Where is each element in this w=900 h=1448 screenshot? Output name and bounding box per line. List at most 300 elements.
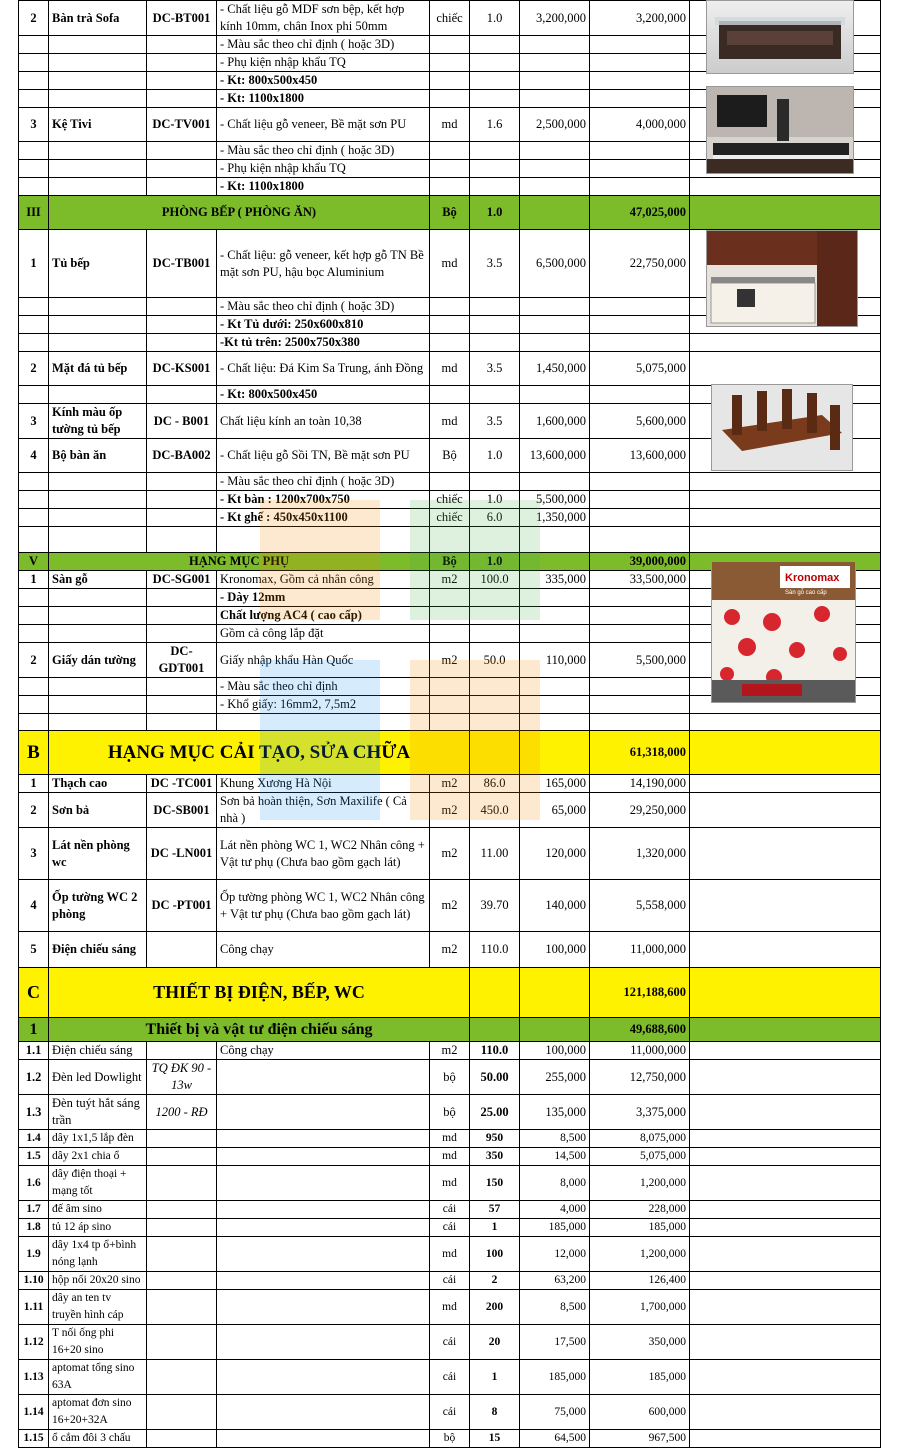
item-unit	[430, 72, 470, 90]
item-total: 22,750,000	[590, 230, 690, 298]
item-description	[217, 1219, 430, 1237]
item-name: Mặt đá tủ bếp	[49, 352, 147, 386]
item-name: dây an ten tv truyền hình cáp	[49, 1290, 147, 1325]
item-name	[49, 142, 147, 160]
item-unit-price: 135,000	[520, 1095, 590, 1130]
item-quantity: 2	[470, 1272, 520, 1290]
item-unit-price: 185,000	[520, 1360, 590, 1395]
item-unit: m2	[430, 571, 470, 589]
item-image-cell	[690, 775, 881, 793]
item-unit: bộ	[430, 1095, 470, 1130]
item-description: Kronomax, Gồm cả nhân công	[217, 571, 430, 589]
item-quantity: 57	[470, 1201, 520, 1219]
item-quantity	[470, 160, 520, 178]
item-code	[147, 316, 217, 334]
item-unit: m2	[430, 932, 470, 968]
row-number: 2	[19, 352, 49, 386]
empty-cell	[147, 714, 217, 731]
item-image-cell	[690, 1430, 881, 1448]
section-title: PHÒNG BẾP ( PHÒNG ĂN)	[49, 196, 430, 230]
item-total: 1,320,000	[590, 828, 690, 880]
section-image-cell	[690, 196, 881, 230]
row-number: 1.14	[19, 1395, 49, 1430]
row-number	[19, 142, 49, 160]
item-name	[49, 509, 147, 527]
item-name: Đèn led Dowlight	[49, 1060, 147, 1095]
item-name	[49, 386, 147, 404]
item-name: Thạch cao	[49, 775, 147, 793]
section-price	[520, 553, 590, 571]
item-description	[217, 1325, 430, 1360]
item-unit-price: 1,450,000	[520, 352, 590, 386]
item-quantity: 450.0	[470, 793, 520, 828]
item-image-cell	[690, 1325, 881, 1360]
item-quantity: 1	[470, 1219, 520, 1237]
item-description	[217, 1060, 430, 1095]
empty-cell	[19, 714, 49, 731]
section-title: Thiết bị và vật tư điện chiếu sáng	[49, 1018, 470, 1042]
item-code: 1200 - RĐ	[147, 1095, 217, 1130]
item-description	[217, 1201, 430, 1219]
row-number: 1.8	[19, 1219, 49, 1237]
item-code: DC-TB001	[147, 230, 217, 298]
row-number	[19, 625, 49, 643]
item-code: DC-SB001	[147, 793, 217, 828]
item-unit: bộ	[430, 1060, 470, 1095]
item-total: 126,400	[590, 1272, 690, 1290]
item-name: Kệ Tivi	[49, 108, 147, 142]
row-number: 1.1	[19, 1042, 49, 1060]
row-number: 1.2	[19, 1060, 49, 1095]
item-unit-price	[520, 36, 590, 54]
item-unit-price	[520, 72, 590, 90]
item-name	[49, 334, 147, 352]
item-unit: md	[430, 352, 470, 386]
section-total: 49,688,600	[590, 1018, 690, 1042]
item-description: - Màu sắc theo chỉ định ( hoặc 3D)	[217, 298, 430, 316]
item-total	[590, 142, 690, 160]
item-quantity	[470, 589, 520, 607]
item-unit-price: 4,000	[520, 1201, 590, 1219]
item-description: Giấy nhập khẩu Hàn Quốc	[217, 643, 430, 678]
item-unit: cái	[430, 1272, 470, 1290]
item-name	[49, 72, 147, 90]
item-quantity: 1.0	[470, 1, 520, 36]
item-code	[147, 1272, 217, 1290]
item-unit-price: 2,500,000	[520, 108, 590, 142]
item-description: Chất liệu kính an toàn 10,38	[217, 404, 430, 439]
item-unit: m2	[430, 880, 470, 932]
item-quantity: 50.00	[470, 1060, 520, 1095]
section-title: HẠNG MỤC CẢI TẠO, SỬA CHỮA	[49, 731, 470, 775]
item-description: - Dày 12mm	[217, 589, 430, 607]
item-code	[147, 491, 217, 509]
item-name: hộp nối 20x20 sino	[49, 1272, 147, 1290]
item-total: 967,500	[590, 1430, 690, 1448]
row-number	[19, 160, 49, 178]
table-row	[19, 880, 881, 932]
item-total: 11,000,000	[590, 932, 690, 968]
item-total	[590, 298, 690, 316]
row-number: 3	[19, 404, 49, 439]
item-code	[147, 678, 217, 696]
item-description	[217, 1095, 430, 1130]
table-row	[19, 1130, 881, 1148]
item-quantity	[470, 334, 520, 352]
item-code	[147, 509, 217, 527]
item-name	[49, 491, 147, 509]
item-quantity: 8	[470, 1395, 520, 1430]
item-unit: m2	[430, 643, 470, 678]
item-image-cell	[690, 828, 881, 880]
kronomax-logo-text: Kronomax	[785, 572, 840, 584]
item-name	[49, 678, 147, 696]
section-price	[520, 196, 590, 230]
item-unit-price: 75,000	[520, 1395, 590, 1430]
item-name: Điện chiếu sáng	[49, 1042, 147, 1060]
row-number: 4	[19, 880, 49, 932]
item-image-cell	[690, 1201, 881, 1219]
row-number: 4	[19, 439, 49, 473]
dining-set-image	[711, 384, 853, 471]
row-number: 1.5	[19, 1148, 49, 1166]
item-image-cell	[690, 509, 881, 527]
item-name	[49, 607, 147, 625]
item-code	[147, 607, 217, 625]
row-number	[19, 696, 49, 714]
item-description	[217, 1166, 430, 1201]
item-unit: md	[430, 1148, 470, 1166]
item-total	[590, 334, 690, 352]
section-header-row	[19, 968, 881, 1018]
item-unit-price: 1,600,000	[520, 404, 590, 439]
item-name: Sơn bả	[49, 793, 147, 828]
item-unit-price: 63,200	[520, 1272, 590, 1290]
row-number: 2	[19, 1, 49, 36]
table-row	[19, 1325, 881, 1360]
item-unit-price: 140,000	[520, 880, 590, 932]
item-quantity: 1.6	[470, 108, 520, 142]
item-description	[217, 1130, 430, 1148]
item-name: dây 2x1 chia ổ	[49, 1148, 147, 1166]
item-code	[147, 1042, 217, 1060]
item-quantity	[470, 72, 520, 90]
item-quantity: 20	[470, 1325, 520, 1360]
item-description	[217, 1290, 430, 1325]
section-price	[520, 968, 590, 1018]
empty-cell	[590, 714, 690, 731]
section-image-cell	[690, 968, 881, 1018]
item-unit-price	[520, 178, 590, 196]
item-description: - Màu sắc theo chỉ định ( hoặc 3D)	[217, 142, 430, 160]
item-unit	[430, 473, 470, 491]
item-image-cell	[690, 1095, 881, 1130]
item-unit-price: 100,000	[520, 932, 590, 968]
item-unit: cái	[430, 1395, 470, 1430]
row-number: 1.3	[19, 1095, 49, 1130]
section-image-cell	[690, 731, 881, 775]
item-description: Khung Xương Hà Nội	[217, 775, 430, 793]
item-total: 14,190,000	[590, 775, 690, 793]
item-image-cell	[690, 1237, 881, 1272]
row-number	[19, 491, 49, 509]
item-unit	[430, 696, 470, 714]
item-unit: m2	[430, 1042, 470, 1060]
item-unit-price: 120,000	[520, 828, 590, 880]
item-unit-price: 8,000	[520, 1166, 590, 1201]
section-number: 1	[19, 1018, 49, 1042]
item-unit: bộ	[430, 1430, 470, 1448]
item-image-cell	[690, 1272, 881, 1290]
item-image-cell	[690, 352, 881, 386]
item-quantity: 6.0	[470, 509, 520, 527]
item-code	[147, 142, 217, 160]
item-total: 8,075,000	[590, 1130, 690, 1148]
item-total	[590, 386, 690, 404]
item-quantity: 3.5	[470, 230, 520, 298]
kronomax-sub-text: Sàn gỗ cao cấp	[785, 590, 827, 596]
item-unit: cái	[430, 1201, 470, 1219]
item-unit: chiếc	[430, 491, 470, 509]
item-description: - Kt: 1100x1800	[217, 178, 430, 196]
item-description: - Chất liệu gỗ veneer, Bề mặt sơn PU	[217, 108, 430, 142]
row-number	[19, 473, 49, 491]
item-image-cell	[690, 473, 881, 491]
row-number	[19, 589, 49, 607]
item-unit-price: 14,500	[520, 1148, 590, 1166]
row-number	[19, 334, 49, 352]
table-row	[19, 1042, 881, 1060]
item-unit	[430, 316, 470, 334]
empty-cell	[520, 714, 590, 731]
table-row	[19, 1360, 881, 1395]
item-total	[590, 509, 690, 527]
empty-cell	[19, 527, 49, 553]
item-image-cell	[690, 793, 881, 828]
table-row	[19, 1201, 881, 1219]
item-quantity	[470, 54, 520, 72]
item-unit-price	[520, 54, 590, 72]
item-quantity	[470, 298, 520, 316]
item-unit-price: 65,000	[520, 793, 590, 828]
item-quantity: 110.0	[470, 1042, 520, 1060]
item-total: 11,000,000	[590, 1042, 690, 1060]
item-unit-price: 8,500	[520, 1290, 590, 1325]
item-unit: cái	[430, 1325, 470, 1360]
item-total: 185,000	[590, 1219, 690, 1237]
item-image-cell	[690, 1290, 881, 1325]
section-number: III	[19, 196, 49, 230]
item-code	[147, 90, 217, 108]
item-image-cell	[690, 1042, 881, 1060]
item-name	[49, 316, 147, 334]
item-name: aptomat tổng sino 63A	[49, 1360, 147, 1395]
row-number: 1	[19, 775, 49, 793]
item-code	[147, 386, 217, 404]
item-name: Giấy dán tường	[49, 643, 147, 678]
empty-cell	[217, 714, 430, 731]
item-code	[147, 696, 217, 714]
table-row	[19, 1430, 881, 1448]
item-image-cell	[690, 1219, 881, 1237]
item-image-cell	[690, 880, 881, 932]
item-unit-price: 110,000	[520, 643, 590, 678]
item-name: dây điện thoại + mạng tốt	[49, 1166, 147, 1201]
item-unit-price: 3,200,000	[520, 1, 590, 36]
item-name	[49, 160, 147, 178]
item-unit: chiếc	[430, 1, 470, 36]
empty-cell	[690, 714, 881, 731]
item-code	[147, 160, 217, 178]
item-quantity	[470, 386, 520, 404]
item-image-cell	[690, 491, 881, 509]
item-quantity: 100.0	[470, 571, 520, 589]
section-image-cell	[690, 1018, 881, 1042]
item-unit: m2	[430, 775, 470, 793]
item-unit: Bộ	[430, 439, 470, 473]
item-name: ổ cắm đôi 3 chấu	[49, 1430, 147, 1448]
item-description: - Kt Tủ dưới: 250x600x810	[217, 316, 430, 334]
table-row	[19, 1060, 881, 1095]
item-code: DC -PT001	[147, 880, 217, 932]
item-quantity	[470, 90, 520, 108]
item-description: - Kt: 800x500x450	[217, 386, 430, 404]
kitchen-cabinet-image	[706, 230, 858, 327]
item-image-cell	[690, 1166, 881, 1201]
item-code	[147, 932, 217, 968]
row-number	[19, 298, 49, 316]
item-total: 1,200,000	[590, 1237, 690, 1272]
item-code: DC-BT001	[147, 1, 217, 36]
item-unit	[430, 54, 470, 72]
item-description	[217, 1148, 430, 1166]
item-unit-price: 100,000	[520, 1042, 590, 1060]
row-number: 1.7	[19, 1201, 49, 1219]
section-title: THIẾT BỊ ĐIỆN, BẾP, WC	[49, 968, 470, 1018]
item-quantity: 1.0	[470, 491, 520, 509]
item-total	[590, 72, 690, 90]
item-description: - Chất liệu gỗ Sồi TN, Bề mặt sơn PU	[217, 439, 430, 473]
section-number: B	[19, 731, 49, 775]
item-unit-price	[520, 142, 590, 160]
item-unit-price: 165,000	[520, 775, 590, 793]
item-code: TQ ĐK 90 - 13w	[147, 1060, 217, 1095]
item-unit-price	[520, 625, 590, 643]
item-name: Tủ bếp	[49, 230, 147, 298]
item-unit-price: 5,500,000	[520, 491, 590, 509]
item-code	[147, 473, 217, 491]
item-total: 185,000	[590, 1360, 690, 1395]
row-number: 1	[19, 230, 49, 298]
tv-shelf-image	[706, 86, 854, 174]
row-number	[19, 36, 49, 54]
item-image-cell	[690, 1130, 881, 1148]
empty-cell	[217, 527, 430, 553]
item-name	[49, 625, 147, 643]
item-quantity: 1	[470, 1360, 520, 1395]
item-description: - Khổ giấy: 16mm2, 7,5m2	[217, 696, 430, 714]
item-unit: md	[430, 230, 470, 298]
item-unit-price: 8,500	[520, 1130, 590, 1148]
item-unit-price	[520, 589, 590, 607]
item-unit-price: 64,500	[520, 1430, 590, 1448]
item-quantity	[470, 678, 520, 696]
table-row	[19, 1148, 881, 1166]
item-total: 5,075,000	[590, 352, 690, 386]
item-quantity: 50.0	[470, 643, 520, 678]
item-unit: md	[430, 404, 470, 439]
item-code	[147, 1290, 217, 1325]
row-number: 1.13	[19, 1360, 49, 1395]
item-total: 600,000	[590, 1395, 690, 1430]
item-code: DC -TC001	[147, 775, 217, 793]
item-description	[217, 1360, 430, 1395]
item-total: 5,075,000	[590, 1148, 690, 1166]
item-code	[147, 72, 217, 90]
item-total: 5,600,000	[590, 404, 690, 439]
row-number: 5	[19, 932, 49, 968]
item-description: - Chất liệu gỗ MDF sơn bệp, kết hợp kính 10mm, chân Inox phi 50mm	[217, 1, 430, 36]
item-quantity: 25.00	[470, 1095, 520, 1130]
item-total: 33,500,000	[590, 571, 690, 589]
item-code	[147, 1237, 217, 1272]
section-total: 39,000,000	[590, 553, 690, 571]
empty-cell	[430, 527, 470, 553]
item-total	[590, 491, 690, 509]
item-quantity	[470, 142, 520, 160]
item-unit	[430, 160, 470, 178]
item-name: đế âm sino	[49, 1201, 147, 1219]
table-row	[19, 509, 881, 527]
item-code	[147, 36, 217, 54]
item-code	[147, 1430, 217, 1448]
item-code: DC-SG001	[147, 571, 217, 589]
item-description: Ốp tường phòng WC 1, WC2 Nhân công + Vật tư phụ (Chưa bao gồm gạch lát)	[217, 880, 430, 932]
item-unit-price: 17,500	[520, 1325, 590, 1360]
item-description: Sơn bả hoàn thiện, Sơn Maxilife ( Cả nhà )	[217, 793, 430, 828]
row-number	[19, 54, 49, 72]
item-description: Công chạy	[217, 1042, 430, 1060]
row-number: 1.10	[19, 1272, 49, 1290]
item-quantity	[470, 473, 520, 491]
table-row	[19, 1395, 881, 1430]
section-unit: Bộ	[430, 553, 470, 571]
item-description	[217, 1272, 430, 1290]
empty-cell	[49, 527, 147, 553]
item-quantity	[470, 178, 520, 196]
item-total: 3,375,000	[590, 1095, 690, 1130]
table-row	[19, 1219, 881, 1237]
item-quantity: 3.5	[470, 352, 520, 386]
row-number: 1.4	[19, 1130, 49, 1148]
item-code: DC -LN001	[147, 828, 217, 880]
section-unit	[470, 1018, 520, 1042]
section-quantity: 1.0	[470, 196, 520, 230]
item-quantity: 110.0	[470, 932, 520, 968]
item-code	[147, 1395, 217, 1430]
item-total: 12,750,000	[590, 1060, 690, 1095]
item-quantity	[470, 36, 520, 54]
item-image-cell	[690, 178, 881, 196]
section-quantity: 1.0	[470, 553, 520, 571]
coffee-table-image	[706, 0, 854, 74]
item-total: 5,558,000	[590, 880, 690, 932]
item-unit-price	[520, 473, 590, 491]
item-description: Gồm cả công lắp đặt	[217, 625, 430, 643]
item-total	[590, 160, 690, 178]
item-quantity: 1.0	[470, 439, 520, 473]
item-total: 29,250,000	[590, 793, 690, 828]
